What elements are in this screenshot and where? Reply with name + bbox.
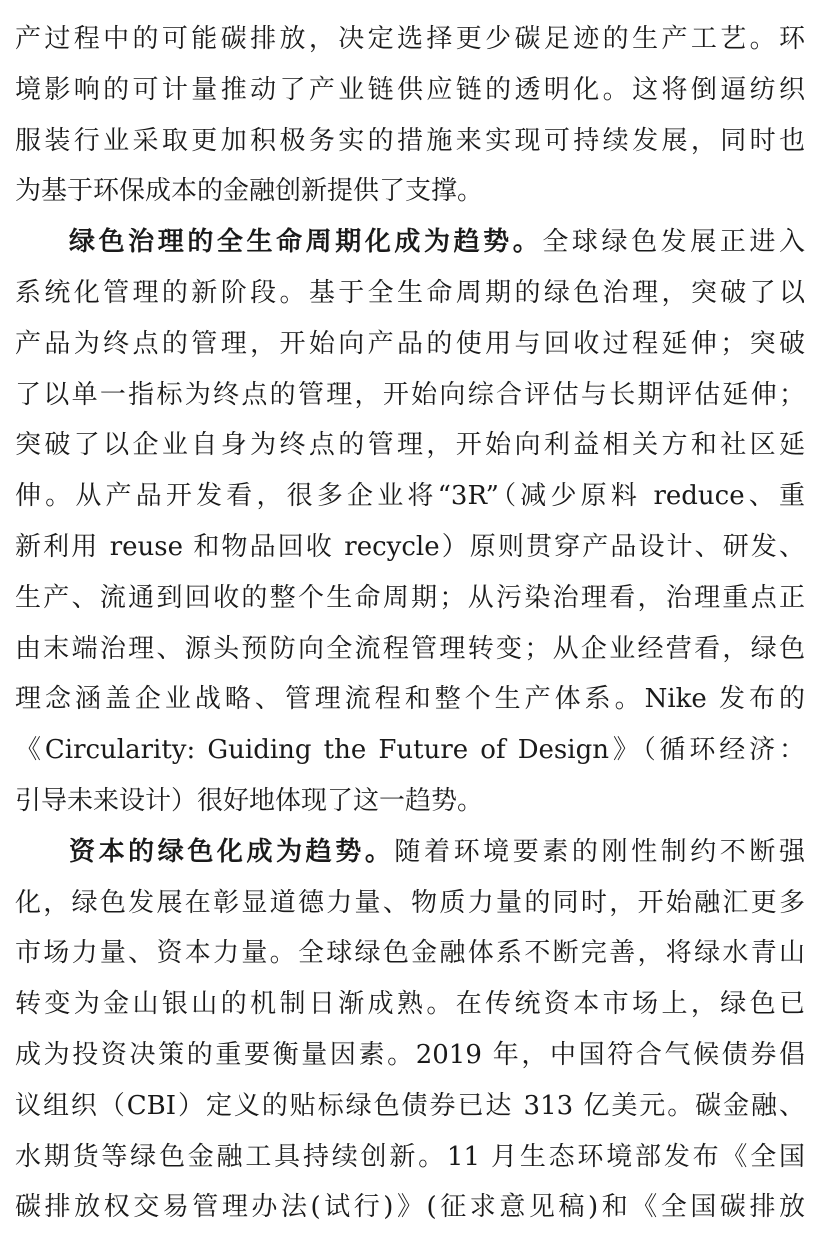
paragraph-heading: 资本的绿色化成为趋势。	[69, 836, 395, 867]
text-run: 随着环境要素的刚性制约不断强	[394, 836, 805, 867]
text-line: 产过程中的可能碳排放，决定选择更少碳足迹的生产工艺。环	[15, 24, 805, 54]
text-line: 碳排放权交易管理办法(试行)》(征求意见稿)和《全国碳排放	[15, 1192, 805, 1223]
text-line: 境影响的可计量推动了产业链供应链的透明化。这将倒逼纺织	[15, 74, 805, 105]
paragraph-2	[15, 217, 805, 827]
text-line: 伸。从产品开发看，很多企业将“3R”（减少原料 reduce、重	[15, 481, 805, 512]
text-line: 为基于环保成本的金融创新提供了支撑。	[15, 176, 484, 207]
text-line: 新利用 reuse 和物品回收 recycle）原则贯穿产品设计、研发、	[15, 531, 805, 562]
paragraph-heading: 绿色治理的全生命周期化成为趋势。	[69, 227, 543, 258]
paragraph-1	[15, 0, 805, 217]
document-page	[15, 0, 805, 1233]
text-line: 理念涵盖企业战略、管理流程和整个生产体系。Nike 发布的	[15, 684, 805, 715]
text-line: 市场力量、资本力量。全球绿色金融体系不断完善，将绿水青山	[15, 938, 805, 969]
text-line: 由末端治理、源头预防向全流程管理转变；从企业经营看，绿色	[15, 633, 805, 664]
text-line: 系统化管理的新阶段。基于全生命周期的绿色治理，突破了以	[15, 277, 805, 308]
text-line: 《Circularity: Guiding the Future of Design》（循环经济：	[15, 735, 805, 766]
text-line: 了以单一指标为终点的管理，开始向综合评估与长期评估延伸；	[15, 379, 805, 410]
text-line: 水期货等绿色金融工具持续创新。11 月生态环境部发布《全国	[15, 1141, 805, 1172]
paragraph-first-line	[15, 827, 805, 878]
text-line: 产品为终点的管理，开始向产品的使用与回收过程延伸；突破	[15, 328, 805, 359]
text-line: 突破了以企业自身为终点的管理，开始向利益相关方和社区延	[15, 430, 805, 461]
text-line: 成为投资决策的重要衡量因素。2019 年，中国符合气候债券倡	[15, 1039, 805, 1070]
text-line: 转变为金山银山的机制日渐成熟。在传统资本市场上，绿色已	[15, 989, 805, 1020]
text-line: 生产、流通到回收的整个生命周期；从污染治理看，治理重点正	[15, 582, 805, 613]
text-line: 议组织（CBI）定义的贴标绿色债券已达 313 亿美元。碳金融、	[15, 1090, 805, 1121]
text-run: 全球绿色发展正进入	[542, 227, 805, 258]
paragraph-3	[15, 827, 805, 1233]
text-line: 服装行业采取更加积极务实的措施来实现可持续发展，同时也	[15, 125, 805, 156]
text-line: 引导未来设计）很好地体现了这一趋势。	[15, 785, 484, 816]
text-line: 化，绿色发展在彰显道德力量、物质力量的同时，开始融汇更多	[15, 887, 805, 918]
paragraph-first-line	[15, 217, 805, 268]
